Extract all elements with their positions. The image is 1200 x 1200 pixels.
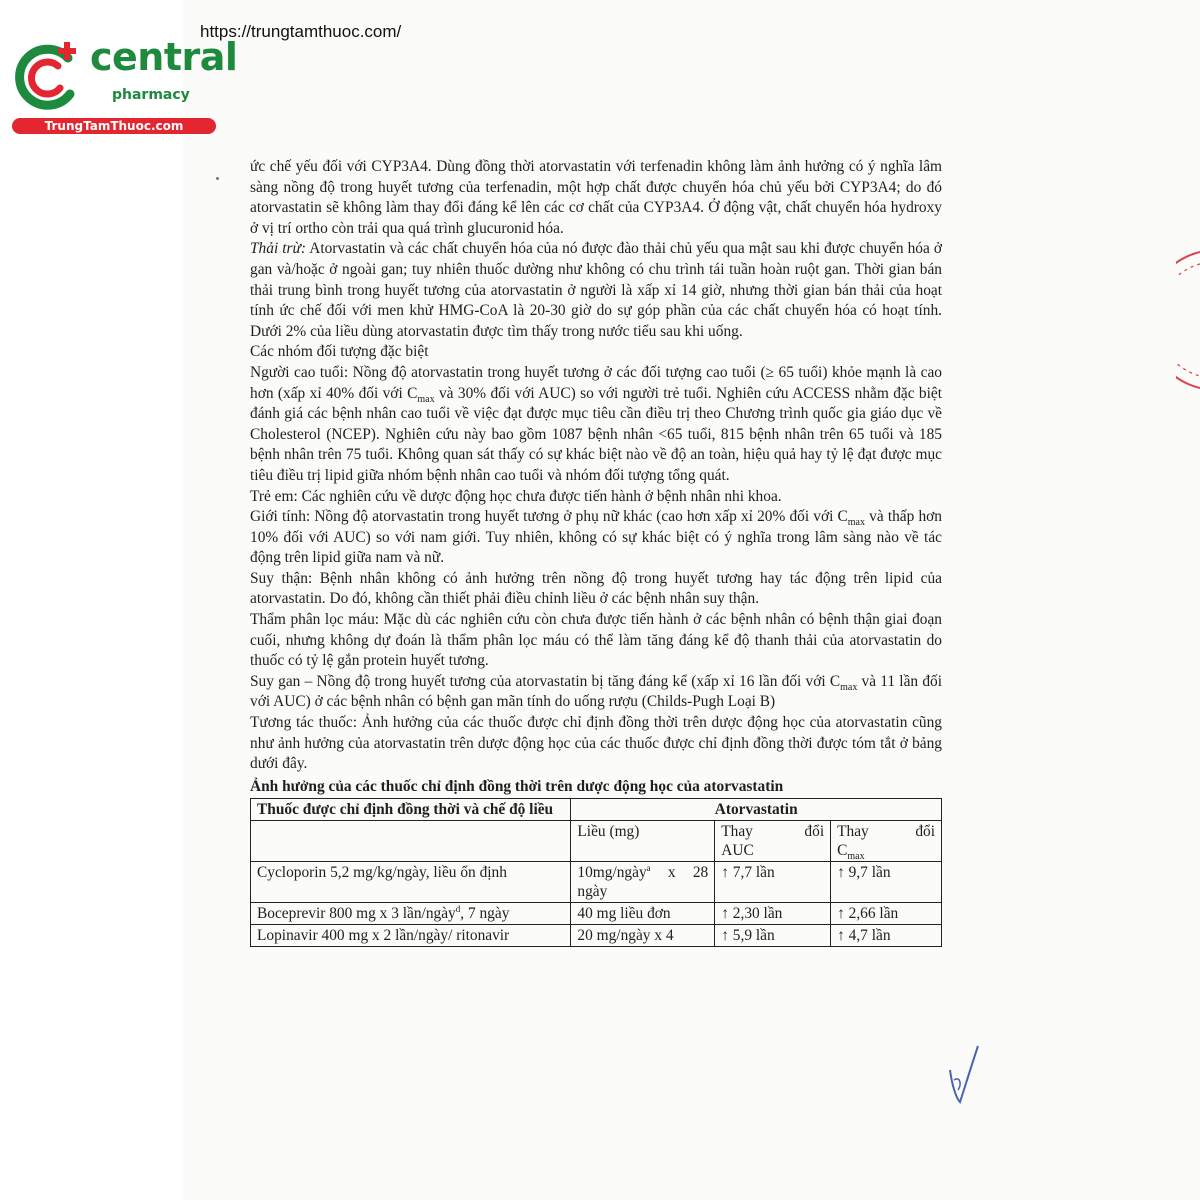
paragraph-metabolism: ức chế yếu đối với CYP3A4. Dùng đồng thời atorvastatin với terfenadin không làm ảnh hưởng có ý nghĩa lâm sàng nồng độ trong huyết tương của terfenadin, một hợp chất được chuyển hóa chủ yếu bởi CYP3A4; do đó atorvastatin sẽ không làm thay đổi đáng kể lên các cơ chất của CYP3A4. Ở động vật, chất chuyển hóa hydroxy ở vị trí ortho còn trải qua quá trình glucuronid hóa.	[250, 158, 942, 237]
cell-auc: ↑ 2,30 lần	[715, 903, 831, 925]
paragraph-renal: Suy thận: Bệnh nhân không có ảnh hưởng trên nồng độ trong huyết tương hay tác động trên lipid của atorvastatin. Do đó, không cần thiết phải điều chỉnh liều ở các bệnh nhân suy thận.	[250, 569, 942, 608]
table-row	[251, 862, 942, 903]
cell-auc: ↑ 7,7 lần	[715, 862, 831, 903]
table-header-row	[251, 799, 942, 821]
interaction-table	[250, 798, 942, 947]
cell-drug: Cycloporin 5,2 mg/kg/ngày, liều ổn định	[251, 862, 571, 903]
document-body	[250, 157, 942, 947]
paragraph-interaction: Tương tác thuốc: Ảnh hưởng của các thuốc được chỉ định đồng thời trên dược động học của atorvastatin cũng như ảnh hưởng của atorvastatin trên dược động học của các thuốc được chỉ định đồng thời được tóm tắt ở bảng dưới đây.	[250, 714, 942, 773]
paragraph-gender: Giới tính: Nồng độ atorvastatin trong huyết tương ở phụ nữ khác (cao hơn xấp xỉ 20% đối với $C_{max}$ và thấp hơn 10% đối với AUC) so với nam giới. Tuy nhiên, không có sự khác biệt có ý nghĩa trong lâm sàng nào về tác động trên lipid giữa nam và nữ.	[250, 508, 942, 567]
brand-logo[interactable]	[8, 35, 238, 136]
cell-dose: 10mg/ngày$^a$ x 28 ngày	[571, 862, 715, 903]
col-header-drug: Thuốc được chỉ định đồng thời và chế độ liều	[251, 799, 571, 821]
table-title: Ảnh hưởng của các thuốc chỉ định đồng thời trên dược động học của atorvastatin	[250, 777, 784, 795]
scan-speck	[216, 177, 219, 180]
table-row	[251, 903, 942, 925]
paragraph-children: Trẻ em: Các nghiên cứu về dược động học chưa được tiến hành ở bệnh nhân nhi khoa.	[250, 487, 782, 505]
central-pharmacy-logo-icon	[8, 36, 90, 118]
cell-dose: 40 mg liều đơn	[571, 903, 715, 925]
logo-subtitle: pharmacy	[112, 87, 190, 103]
elimination-label: Thải trừ:	[250, 240, 307, 258]
cell-dose: 20 mg/ngày x 4	[571, 925, 715, 947]
paragraph-dialysis: Thẩm phân lọc máu: Mặc dù các nghiên cứu còn chưa được tiến hành ở các bệnh nhân có bệnh thận giai đoạn cuối, nhưng không dự đoán là thẩm phân lọc máu có thể làm tăng đáng kể độ thanh thải của atorvastatin do thuốc có tỷ lệ gắn protein huyết tương.	[250, 611, 942, 670]
table-row	[251, 925, 942, 947]
signature-icon	[944, 1040, 984, 1110]
paragraph-elderly: Người cao tuổi: Nồng độ atorvastatin trong huyết tương ở các đối tượng cao tuổi (≥ 65 tuổi) khỏe mạnh là cao hơn (xấp xỉ 40% đối với $C_{max}$ và 30% đối với AUC) so với người trẻ tuổi. Nghiên cứu ACCESS nhằm đặc biệt đánh giá các bệnh nhân cao tuổi về việc đạt được mục tiêu cần điều trị theo Chương trình quốc gia giáo dục về Cholesterol (NCEP). Nghiên cứu này bao gồm 1087 bệnh nhân <65 tuổi, 815 bệnh nhân trên 65 tuổi và 185 bệnh nhân trên 75 tuổi. Không quan sát thấy có sự khác biệt nào về độ an toàn, hiệu quả hay tỷ lệ đạt được mục tiêu điều trị lipid giữa nhóm bệnh nhân cao tuổi và nhóm đối tượng tổng quát.	[250, 363, 943, 484]
cell-cmax: ↑ 9,7 lần	[831, 862, 942, 903]
source-url[interactable]: https://trungtamthuoc.com/	[200, 22, 402, 41]
subheader-dose: Liều (mg)	[571, 821, 715, 862]
special-groups-heading: Các nhóm đối tượng đặc biệt	[250, 343, 429, 361]
logo-site-badge: TrungTamThuoc.com	[12, 118, 216, 134]
table-subheader-row	[251, 821, 942, 862]
paragraph-elimination: Thải trừ: Atorvastatin và các chất chuyển hóa của nó được đào thải chủ yếu qua mật sau khi được chuyển hóa ở gan và/hoặc ở ngoài gan; tuy nhiên thuốc dường như không có chu trình tái tuần hoàn ruột gan. Thời gian bán thải trung bình trong huyết tương của atorvastatin ở người là xấp xỉ 14 giờ, nhưng thời gian bán thải của hoạt tính ức chế đối với men khử HMG-CoA là 20-30 giờ do sự góp phần của các chất chuyển hóa có hoạt tính. Dưới 2% của liều dùng atorvastatin được tìm thấy trong nước tiểu sau khi uống.	[250, 240, 942, 340]
logo-wordmark: central	[90, 35, 238, 79]
cell-cmax: ↑ 2,66 lần	[831, 903, 942, 925]
subheader-auc: Thay đổi AUC	[715, 821, 831, 862]
paragraph-hepatic: Suy gan – Nồng độ trong huyết tương của atorvastatin bị tăng đáng kể (xấp xỉ 16 lần đối với $C_{max}$ và 11 lần đối với AUC) ở các bệnh nhân có bệnh gan mãn tính do uống rượu (Childs-Pugh Loại B)	[250, 672, 942, 711]
col-header-atorvastatin: Atorvastatin	[571, 799, 942, 821]
cell-auc: ↑ 5,9 lần	[715, 925, 831, 947]
cell-drug: Boceprevir 800 mg x 3 lần/ngày$^d$, 7 ngày	[251, 903, 571, 925]
cell-drug: Lopinavir 400 mg x 2 lần/ngày/ ritonavir	[251, 925, 571, 947]
red-stamp-edge-icon	[1176, 250, 1200, 390]
cell-cmax: ↑ 4,7 lần	[831, 925, 942, 947]
subheader-cmax: Thay đổi $C_{max}$	[831, 821, 942, 862]
